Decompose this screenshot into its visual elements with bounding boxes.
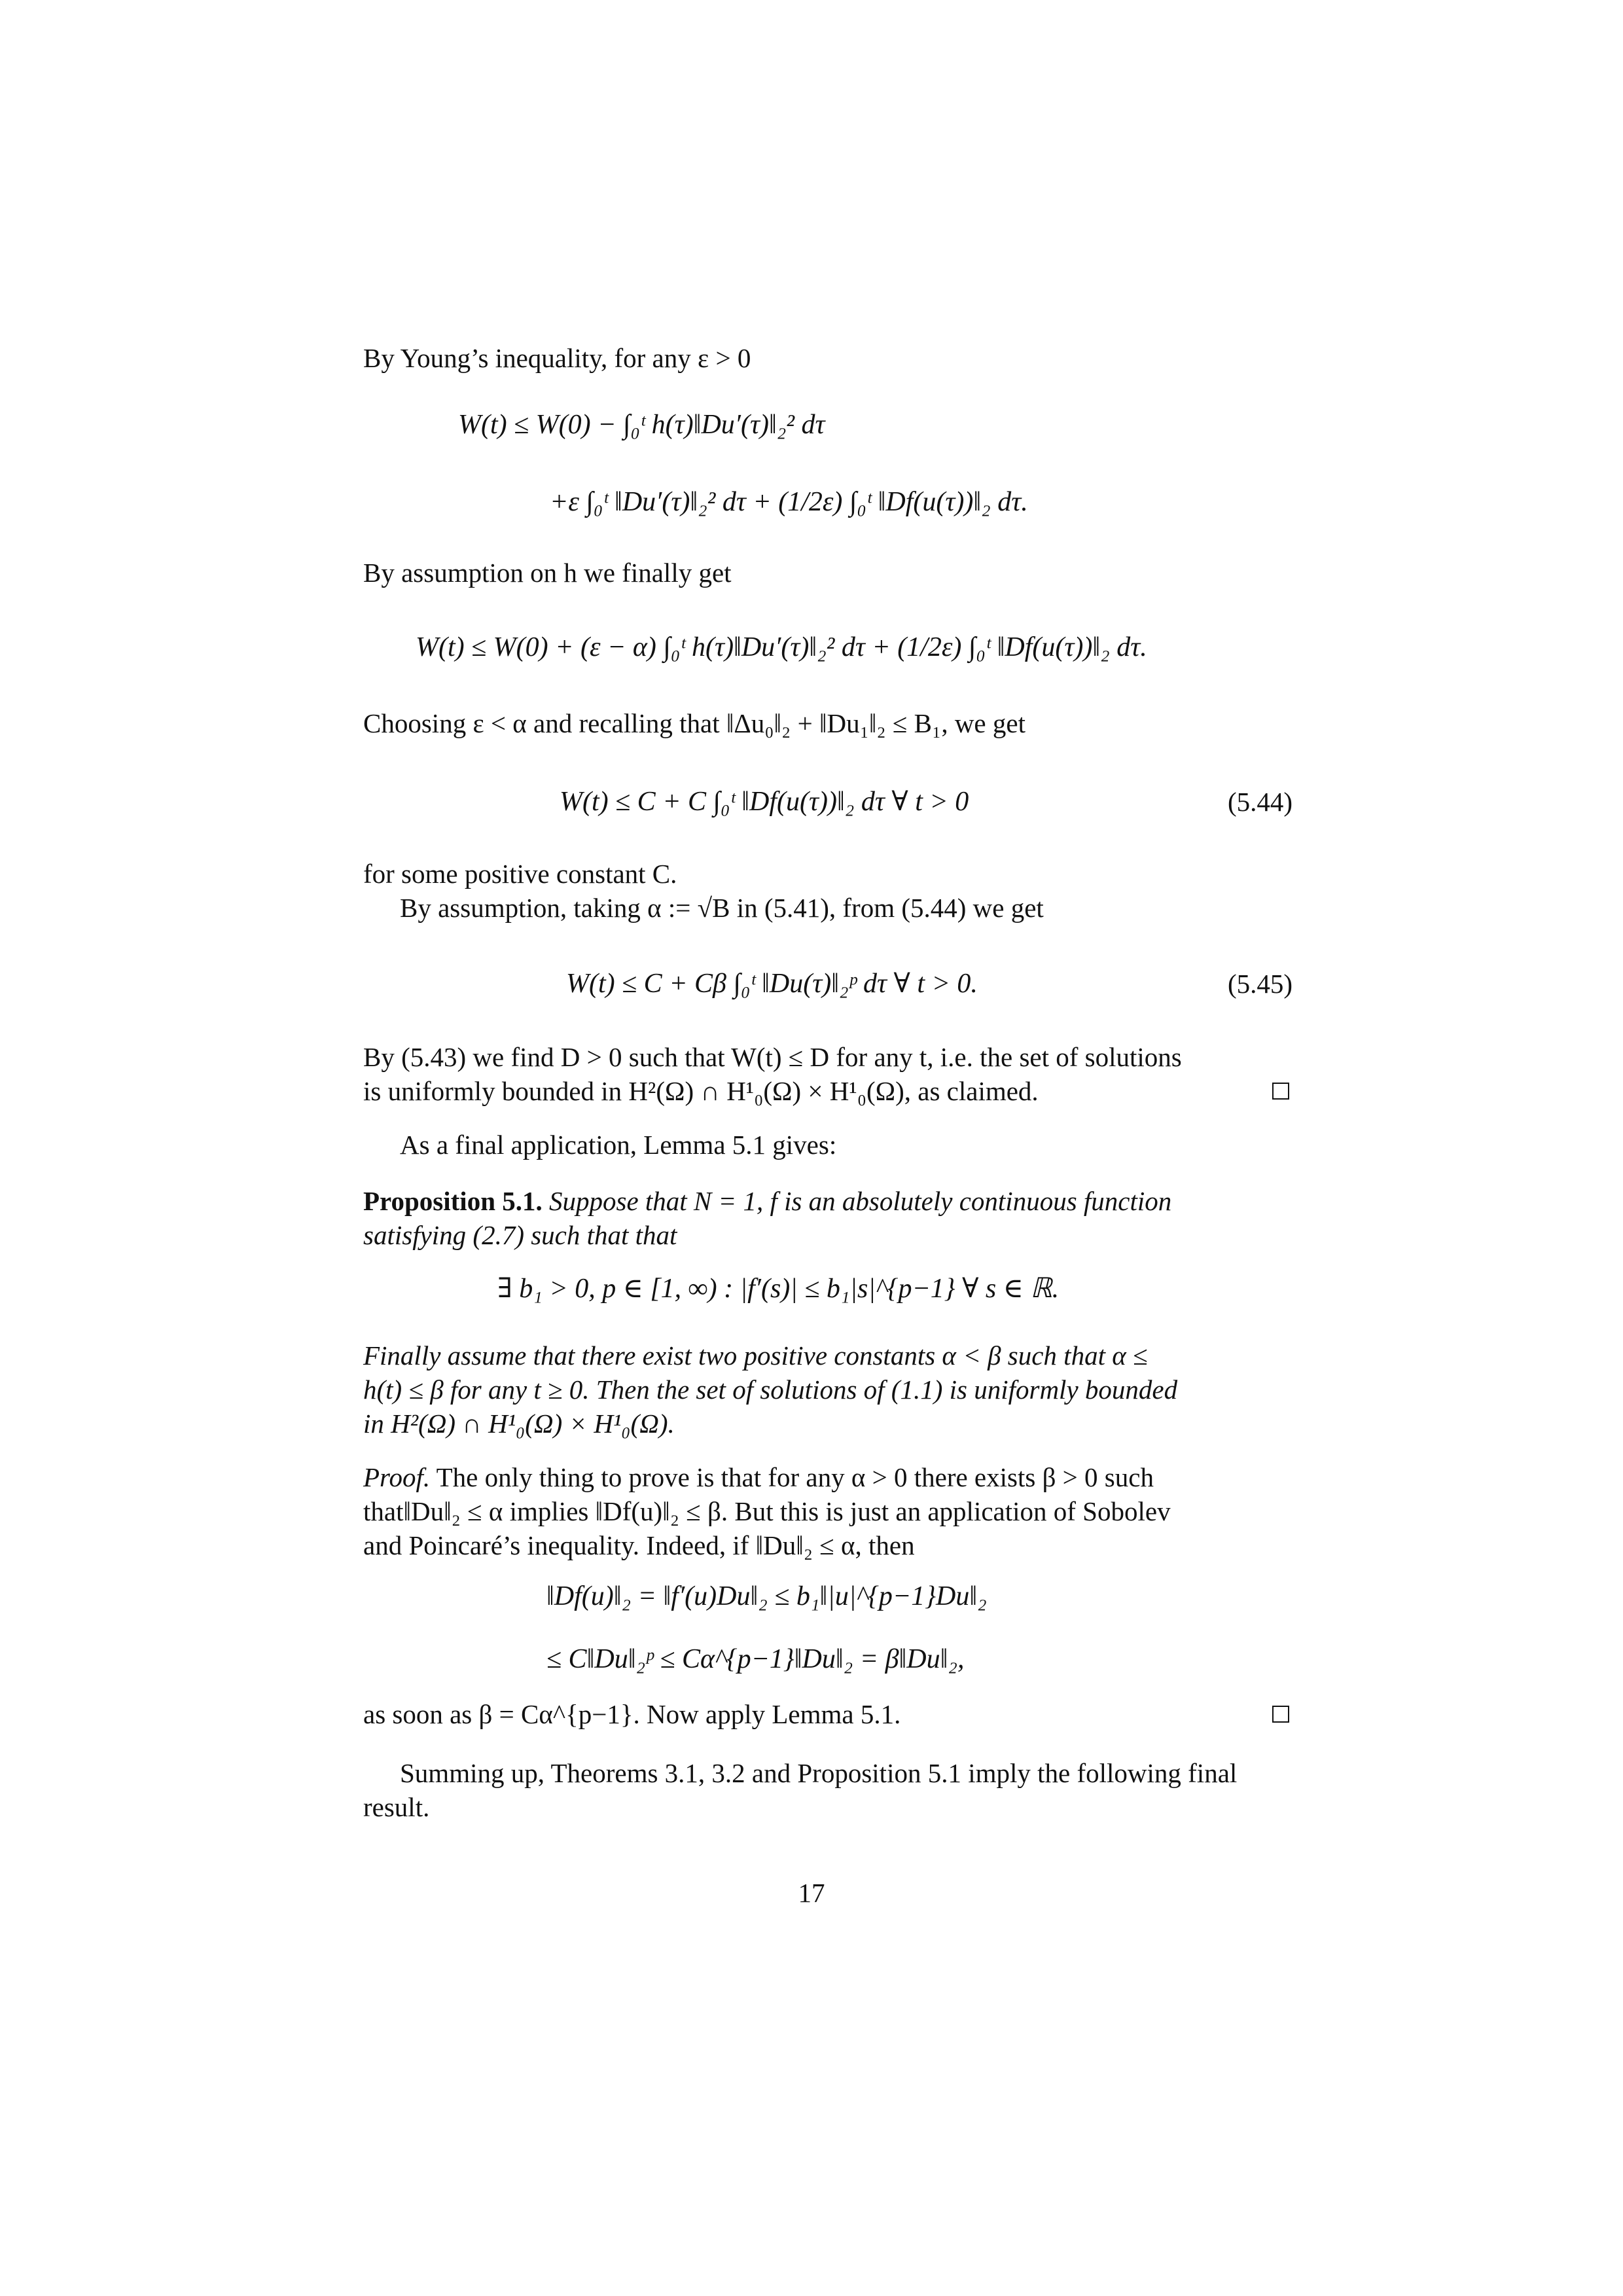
for-some-text: for some positive constant C.	[363, 859, 677, 889]
proposition-line-1	[363, 1182, 1293, 1220]
proof-line-1	[363, 1458, 1293, 1496]
young-equation-line-1: W(t) ≤ W(0) − ∫₀ᵗ h(τ)‖Du′(τ)‖₂² dτ	[458, 410, 825, 440]
proposition-text-1: Suppose that N = 1, f is an absolutely continuous function	[549, 1186, 1172, 1216]
proposition-label: Proposition 5.1.	[363, 1186, 543, 1216]
proposition-condition: ∃ b₁ > 0, p ∈ [1, ∞) : |f′(s)| ≤ b₁|s|^{p−1} ∀ s ∈ ℝ.	[497, 1274, 1060, 1304]
finally-line-2: h(t) ≤ β for any t ≥ 0. Then the set of solutions of (1.1) is uniformly bounded	[363, 1374, 1178, 1405]
page-number: 17	[798, 1878, 825, 1908]
finally-line-1: Finally assume that there exist two positive constants α < β such that α ≤	[363, 1340, 1148, 1371]
proof-line-3: and Poincaré’s inequality. Indeed, if ‖Du‖₂ ≤ α, then	[363, 1530, 915, 1560]
summing-line-2: result.	[363, 1792, 430, 1822]
assumption-h-text: By assumption on h we finally get	[363, 558, 732, 588]
choosing-text: Choosing ε < α and recalling that ‖Δu₀‖₂ + ‖Du₁‖₂ ≤ B₁, we get	[363, 708, 1026, 738]
proof-equation-1: ‖Df(u)‖₂ = ‖f′(u)Du‖₂ ≤ b₁‖|u|^{p−1}Du‖₂	[546, 1581, 987, 1611]
final-application-text: As a final application, Lemma 5.1 gives:	[400, 1130, 837, 1160]
equation-5-45: W(t) ≤ C + Cβ ∫₀ᵗ ‖Du(τ)‖₂ᵖ dτ ∀ t > 0.	[566, 969, 978, 999]
as-soon-text: as soon as β = Cα^{p−1}. Now apply Lemma 5.1.	[363, 1699, 901, 1729]
by-assumption-text: By assumption, taking α := √B in (5.41), from (5.44) we get	[400, 893, 1044, 923]
summing-line-1: Summing up, Theorems 3.1, 3.2 and Proposition 5.1 imply the following final	[400, 1758, 1238, 1788]
equation-number-5-44: (5.44)	[1227, 787, 1293, 817]
equation-number-5-45: (5.45)	[1227, 969, 1293, 999]
proposition-line-2: satisfying (2.7) such that that	[363, 1220, 677, 1250]
proof-label: Proof.	[363, 1462, 431, 1492]
proof-equation-2: ≤ C‖Du‖₂ᵖ ≤ Cα^{p−1}‖Du‖₂ = β‖Du‖₂,	[546, 1644, 965, 1674]
young-intro-text: By Young’s inequality, for any ε > 0	[363, 343, 751, 373]
qed-box-1	[1272, 1083, 1289, 1100]
equation-5-44: W(t) ≤ C + C ∫₀ᵗ ‖Df(u(τ))‖₂ dτ ∀ t > 0	[560, 787, 969, 817]
after-h-equation: W(t) ≤ W(0) + (ε − α) ∫₀ᵗ h(τ)‖Du′(τ)‖₂² dτ + (1/2ε) ∫₀ᵗ ‖Df(u(τ))‖₂ dτ.	[416, 632, 1147, 662]
young-equation-line-2: +ε ∫₀ᵗ ‖Du′(τ)‖₂² dτ + (1/2ε) ∫₀ᵗ ‖Df(u(τ))‖₂ dτ.	[550, 487, 1028, 517]
finally-line-3: in H²(Ω) ∩ H¹₀(Ω) × H¹₀(Ω).	[363, 1408, 675, 1439]
proof-line-2: that‖Du‖₂ ≤ α implies ‖Df(u)‖₂ ≤ β. But this is just an application of Sobolev	[363, 1496, 1171, 1526]
qed-box-2	[1272, 1706, 1289, 1723]
by-543-line-2: is uniformly bounded in H²(Ω) ∩ H¹₀(Ω) × H¹₀(Ω), as claimed.	[363, 1076, 1039, 1106]
proof-text-1: The only thing to prove is that for any α > 0 there exists β > 0 such	[436, 1462, 1154, 1492]
by-543-line-1: By (5.43) we find D > 0 such that W(t) ≤ D for any t, i.e. the set of solutions	[363, 1042, 1182, 1072]
